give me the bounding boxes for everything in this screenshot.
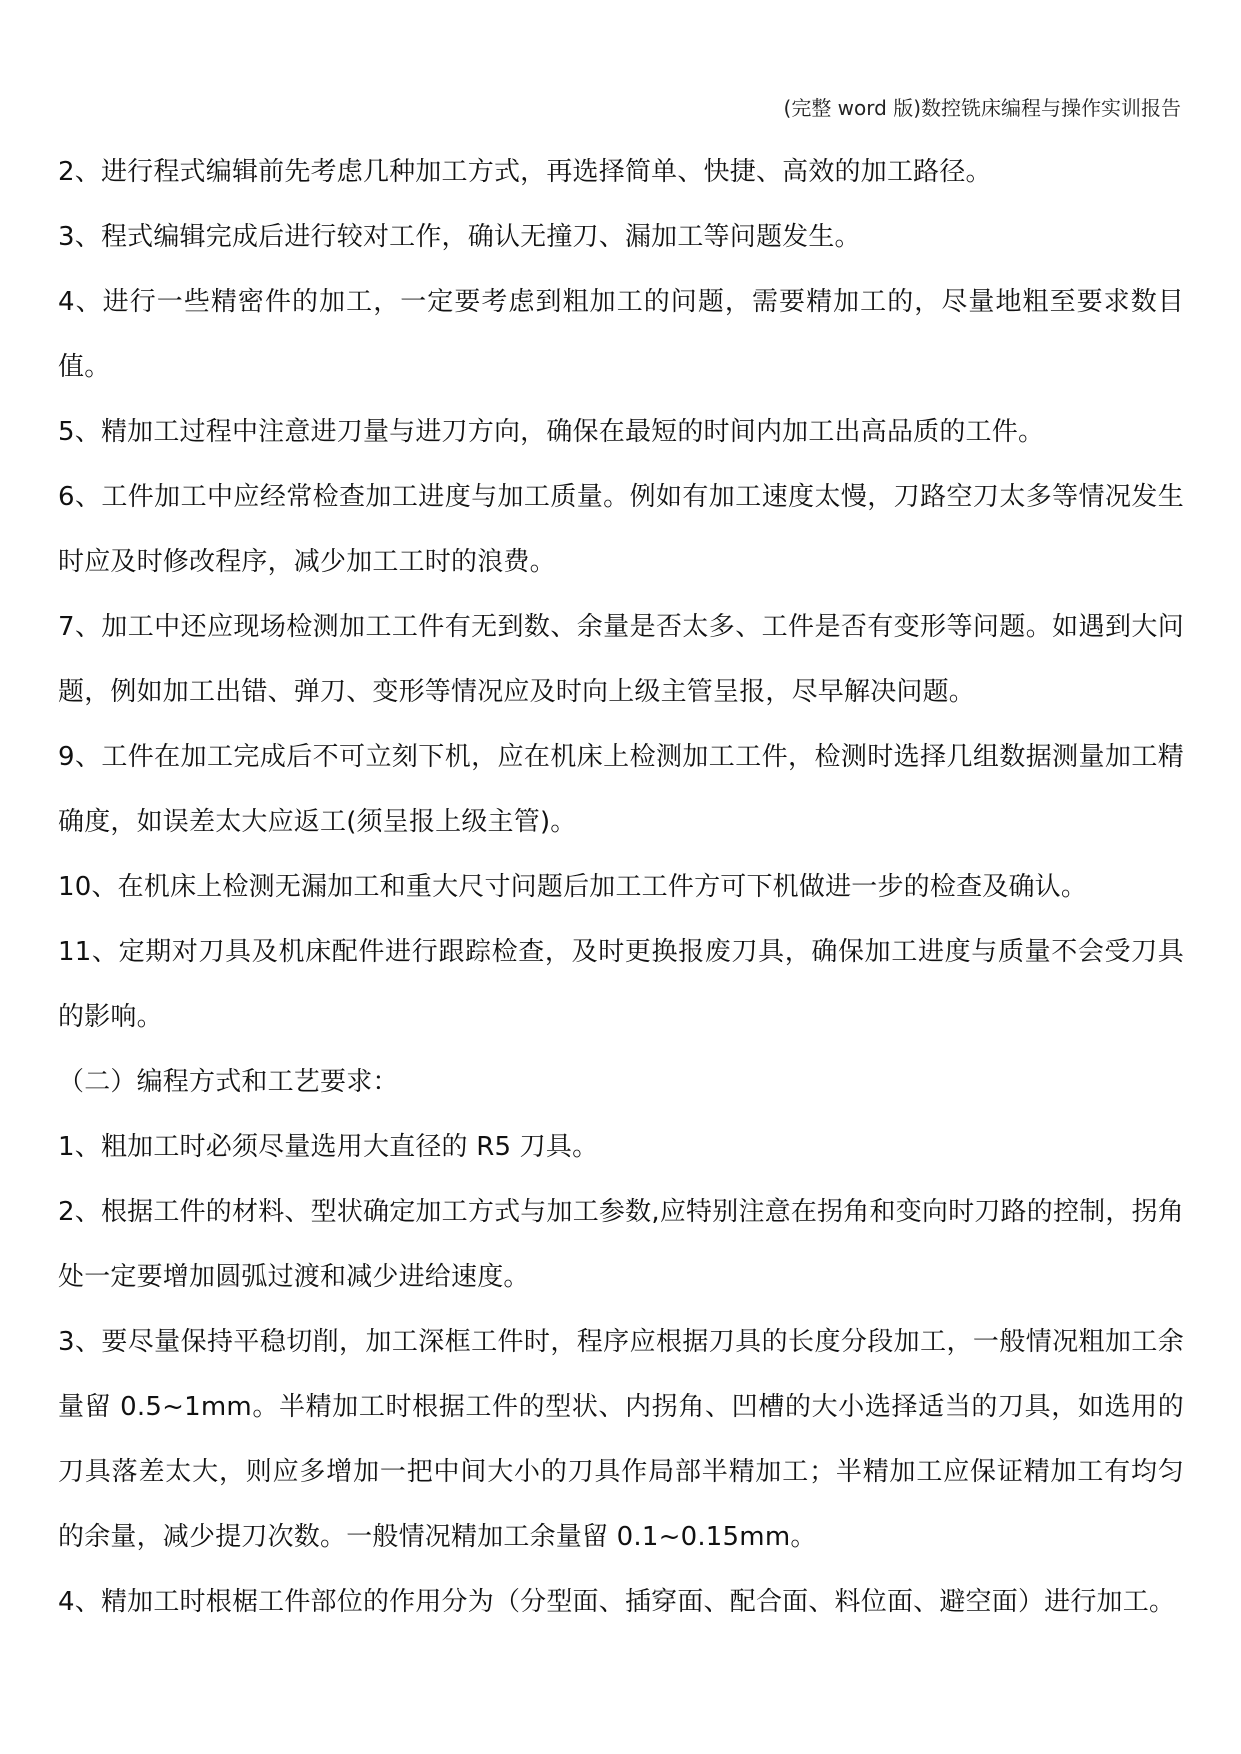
paragraph-item-4: 4、进行一些精密件的加工，一定要考虑到粗加工的问题，需要精加工的，尽量地粗至要求数目值。 — [58, 287, 1184, 382]
paragraph-item-6: 6、工件加工中应经常检查加工进度与加工质量。例如有加工速度太慢，刀路空刀太多等情况发生时应及时修改程序，减少加工工时的浪费。 — [58, 482, 1184, 577]
paragraph-item-10: 10、在机床上检测无漏加工和重大尺寸问题后加工工件方可下机做进一步的检查及确认。 — [58, 872, 1088, 902]
body-text — [58, 140, 1184, 1635]
running-header: (完整 word 版)数控铣床编程与操作实训报告 — [783, 96, 1181, 120]
paragraph-item-2: 2、进行程式编辑前先考虑几种加工方式，再选择简单、快捷、高效的加工路径。 — [58, 157, 992, 187]
paragraph-item-7: 7、加工中还应现场检测加工工件有无到数、余量是否太多、工件是否有变形等问题。如遇到大问题，例如加工出错、弹刀、变形等情况应及时向上级主管呈报，尽早解决问题。 — [58, 612, 1184, 707]
paragraph-item-11: 11、定期对刀具及机床配件进行跟踪检查，及时更换报废刀具，确保加工进度与质量不会受刀具的影响。 — [58, 937, 1184, 1032]
paragraph-item-3: 3、程式编辑完成后进行较对工作，确认无撞刀、漏加工等问题发生。 — [58, 222, 861, 252]
requirement-item-4: 4、精加工时根椐工件部位的作用分为（分型面、插穿面、配合面、料位面、避空面）进行加工。 — [58, 1587, 1176, 1617]
requirement-item-3: 3、要尽量保持平稳切削，加工深框工件时，程序应根据刀具的长度分段加工，一般情况粗加工余量留 0.5~1mm。半精加工时根据工件的型状、内拐角、凹槽的大小选择适当的刀具，如选用的刀具落差太大，则应多增加一把中间大小的刀具作局部半精加工；半精加工应保证精加工有均匀的余量，减少提刀次数。一般情况精加工余量留 0.1~0.15mm。 — [58, 1327, 1184, 1552]
paragraph-item-5: 5、精加工过程中注意进刀量与进刀方向，确保在最短的时间内加工出高品质的工件。 — [58, 417, 1045, 447]
requirement-item-2: 2、根据工件的材料、型状确定加工方式与加工参数,应特别注意在拐角和变向时刀路的控制，拐角处一定要增加圆弧过渡和减少进给速度。 — [58, 1197, 1184, 1292]
requirement-item-1: 1、粗加工时必须尽量选用大直径的 R5 刀具。 — [58, 1132, 599, 1162]
section-heading: （二）编程方式和工艺要求： — [58, 1067, 399, 1097]
paragraph-item-9: 9、工件在加工完成后不可立刻下机，应在机床上检测加工工件，检测时选择几组数据测量加工精确度，如误差太大应返工(须呈报上级主管)。 — [58, 742, 1184, 837]
